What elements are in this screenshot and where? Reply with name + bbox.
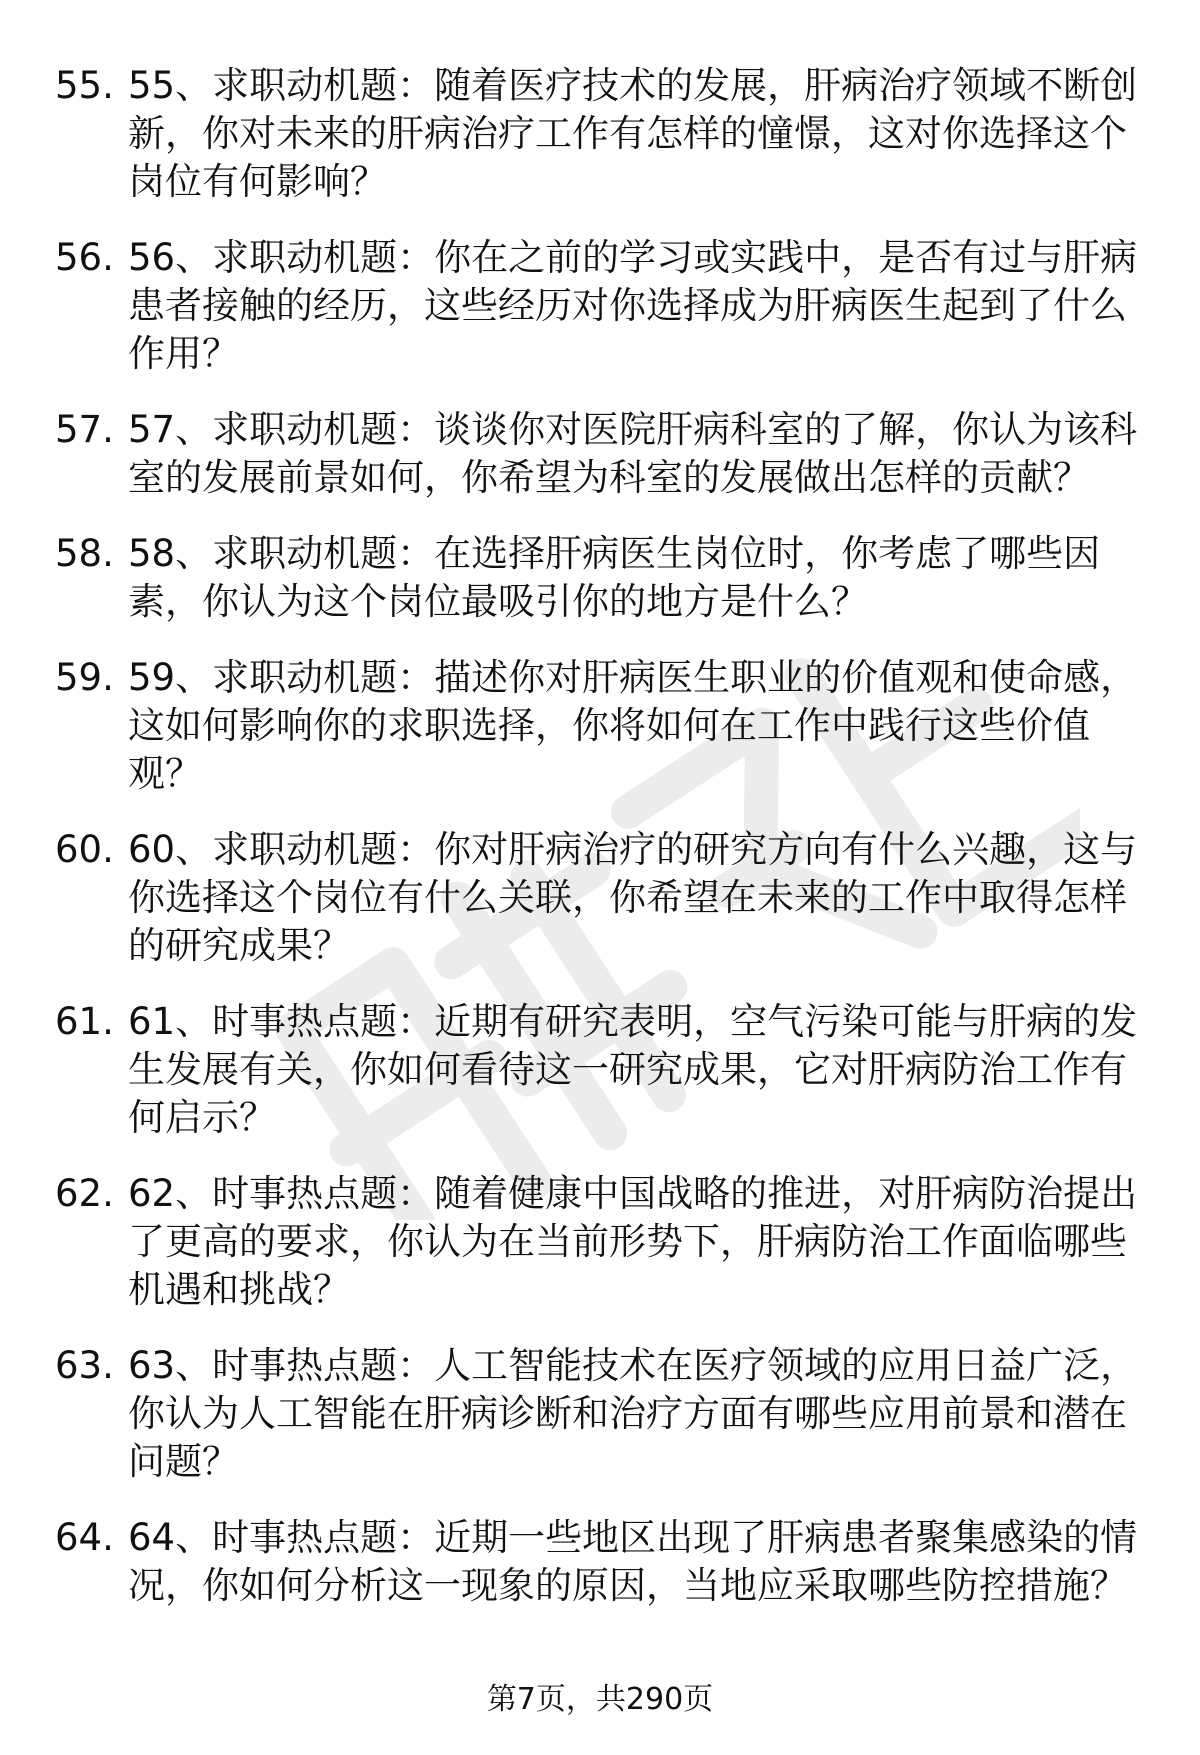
question-number: 58.: [55, 532, 114, 575]
question-item: [0, 826, 1200, 970]
question-number: 63.: [55, 1344, 114, 1387]
question-text: 59、求职动机题：描述你对肝病医生职业的价值观和使命感，这如何影响你的求职选择，你将如何在工作中践行这些价值观？: [128, 656, 1138, 795]
question-number: 55.: [55, 64, 114, 107]
question-number: 59.: [55, 656, 114, 699]
question-text: 61、时事热点题：近期有研究表明，空气污染可能与肝病的发生发展有关，你如何看待这一研究成果，它对肝病防治工作有何启示？: [128, 1000, 1138, 1139]
question-item: [0, 1342, 1200, 1486]
question-item: [0, 654, 1200, 798]
question-number: 62.: [55, 1172, 114, 1215]
question-item: [0, 406, 1200, 502]
question-number: 56.: [55, 236, 114, 279]
question-number: 57.: [55, 408, 114, 451]
question-text: 55、求职动机题：随着医疗技术的发展，肝病治疗领域不断创新，你对未来的肝病治疗工作有怎样的憧憬，这对你选择这个岗位有何影响？: [128, 64, 1138, 203]
question-text: 60、求职动机题：你对肝病治疗的研究方向有什么兴趣，这与你选择这个岗位有什么关联，你希望在未来的工作中取得怎样的研究成果？: [128, 828, 1138, 967]
question-text: 57、求职动机题：谈谈你对医院肝病科室的了解，你认为该科室的发展前景如何，你希望为科室的发展做出怎样的贡献？: [128, 408, 1138, 499]
page-footer: 第7页，共290页: [486, 1682, 714, 1717]
question-number: 60.: [55, 828, 114, 871]
question-list: [0, 62, 1200, 1638]
question-item: [0, 1514, 1200, 1610]
question-text: 62、时事热点题：随着健康中国战略的推进，对肝病防治提出了更高的要求，你认为在当前形势下，肝病防治工作面临哪些机遇和挑战？: [128, 1172, 1138, 1311]
question-item: [0, 1170, 1200, 1314]
question-number: 61.: [55, 1000, 114, 1043]
question-text: 58、求职动机题：在选择肝病医生岗位时，你考虑了哪些因素，你认为这个岗位最吸引你的地方是什么？: [128, 532, 1101, 623]
question-item: [0, 234, 1200, 378]
question-text: 63、时事热点题：人工智能技术在医疗领域的应用日益广泛，你认为人工智能在肝病诊断和治疗方面有哪些应用前景和潜在问题？: [128, 1344, 1138, 1483]
question-item: [0, 998, 1200, 1142]
question-item: [0, 530, 1200, 626]
question-text: 64、时事热点题：近期一些地区出现了肝病患者聚集感染的情况，你如何分析这一现象的原因，当地应采取哪些防控措施？: [128, 1516, 1138, 1607]
question-number: 64.: [55, 1516, 114, 1559]
question-text: 56、求职动机题：你在之前的学习或实践中，是否有过与肝病患者接触的经历，这些经历对你选择成为肝病医生起到了什么作用？: [128, 236, 1138, 375]
question-item: [0, 62, 1200, 206]
